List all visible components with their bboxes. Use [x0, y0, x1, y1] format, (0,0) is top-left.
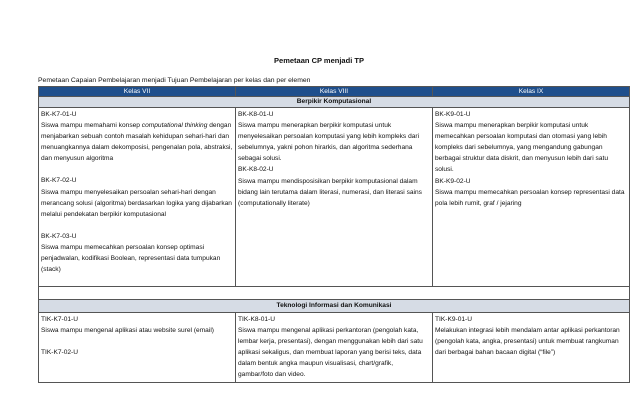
cell-bk-kelas-viii: [236, 108, 433, 287]
entry-bk-k8-01: [238, 109, 430, 164]
entry-desc: Siswa mampu menerapkan berpikir komputasi untuk menyelesaikan persoalan komputasi yang lebih kompleks dari sebelumnya, yakni pohon hirarkis, dan algoritma sederhana sebagai solusi.: [238, 122, 420, 163]
entry-tik-k7-01: [41, 314, 233, 336]
entry-desc: Siswa mampu mengenal aplikasi perkantoran (pengolah kata, lembar kerja, presentasi), dengan menggunakan lebih dari satu aplikasi sekaligus, dan membuat laporan yang berisi teks, data dalam bentuk angka maupun visualisasi, chart/grafik, gambar/foto dan video.: [238, 327, 423, 379]
entry-bk-k9-01: [435, 109, 627, 176]
cell-tik-kelas-vii: [39, 313, 236, 383]
section-title-tik: Teknologi Informasi dan Komunikasi: [39, 300, 630, 313]
entry-desc: Siswa mampu memecahkan persoalan konsep representasi data pola lebih rumit, graf / jejaring: [435, 188, 625, 207]
content-row-tik: [39, 313, 630, 383]
entry-bk-k7-03: [41, 231, 233, 275]
entry-bk-k7-02: [41, 175, 233, 219]
header-kelas-ix: Kelas IX: [433, 87, 630, 97]
entry-desc: Siswa mampu memecahkan persoalan konsep optimasi penjadwalan, kodifikasi Boolean, representasi data tumpukan (stack): [41, 243, 221, 274]
section-title-berpikir-komputasional: Berpikir Komputasional: [39, 97, 630, 108]
header-kelas-vii: Kelas VII: [39, 87, 236, 97]
entry-code: TIK-K9-01-U: [435, 316, 473, 323]
entry-code: BK-K7-02-U: [41, 177, 77, 185]
entry-code: BK-K7-03-U: [41, 232, 77, 240]
mapping-table: [38, 86, 630, 383]
cell-tik-kelas-viii: [236, 313, 433, 383]
entry-desc: Siswa mampu memahami konsep computational thinking dengan menjabarkan sebuah contoh masalah kehidupan sehari-hari dan menuangkannya dalam dekomposisi, pengenalan pola, abstraksi, dan menyusun algoritma: [41, 122, 233, 163]
cell-tik-kelas-ix: [433, 313, 630, 383]
blank-row: [39, 287, 630, 300]
entry-tik-k9-01: [435, 314, 627, 358]
header-row: [39, 87, 630, 97]
content-row-bk: [39, 108, 630, 287]
entry-tik-k8-01: [238, 314, 430, 381]
entry-desc: Siswa mampu mengenal aplikasi atau website surel (email): [41, 327, 214, 335]
entry-bk-k7-01: [41, 109, 233, 164]
section-row-bk: [39, 97, 630, 108]
blank-spacer-cell: [39, 287, 630, 300]
entry-bk-k9-02: [435, 176, 627, 209]
entry-code: TIK-K8-01-U: [238, 316, 276, 323]
entry-code: BK-K9-02-U: [435, 177, 471, 185]
document-title: Pemetaan CP menjadi TP: [274, 56, 364, 65]
entry-bk-k8-02: [238, 164, 430, 208]
entry-code: TIK-K7-02-U: [41, 349, 79, 357]
entry-desc: Siswa mampu menyelesaikan persoalan sehari-hari dengan merancang solusi (algoritma) berdasarkan logika yang dijabarkan melalui pendekatan berpikir komputasional: [41, 188, 232, 218]
entry-code: TIK-K7-01-U: [41, 316, 79, 323]
cell-bk-kelas-vii: [39, 108, 236, 287]
header-kelas-viii: Kelas VIII: [236, 87, 433, 97]
document-subtitle: Pemetaan Capaian Pembelajaran menjadi Tujuan Pembelajaran per kelas dan per elemen: [38, 77, 311, 84]
entry-desc: Siswa mampu mendisposisikan berpikir komputasional dalam bidang lain terutama dalam literasi, numerasi, dan literasi sains (computationally literate): [238, 177, 422, 207]
entry-code: BK-K8-01-U: [238, 111, 274, 118]
entry-code: BK-K8-02-U: [238, 166, 274, 174]
section-row-tik: [39, 300, 630, 313]
entry-code: BK-K9-01-U: [435, 111, 471, 118]
entry-desc: Melakukan integrasi lebih mendalam antar aplikasi perkantoran (pengolah kata, angka, presentasi) untuk membuat rangkuman dari berbagai bahan bacaan digital (“file”): [435, 327, 620, 357]
cell-bk-kelas-ix: [433, 108, 630, 287]
entry-code: BK-K7-01-U: [41, 111, 77, 118]
entry-desc: Siswa mampu menerapkan berpikir komputasi untuk memecahkan persoalan komputasi dan otomasi yang lebih kompleks dari sebelumnya, yang mengandung gabungan berbagai struktur data diskrit, dan menyusun lebih dari satu solusi.: [435, 122, 608, 174]
entry-tik-k7-02: [41, 347, 233, 358]
